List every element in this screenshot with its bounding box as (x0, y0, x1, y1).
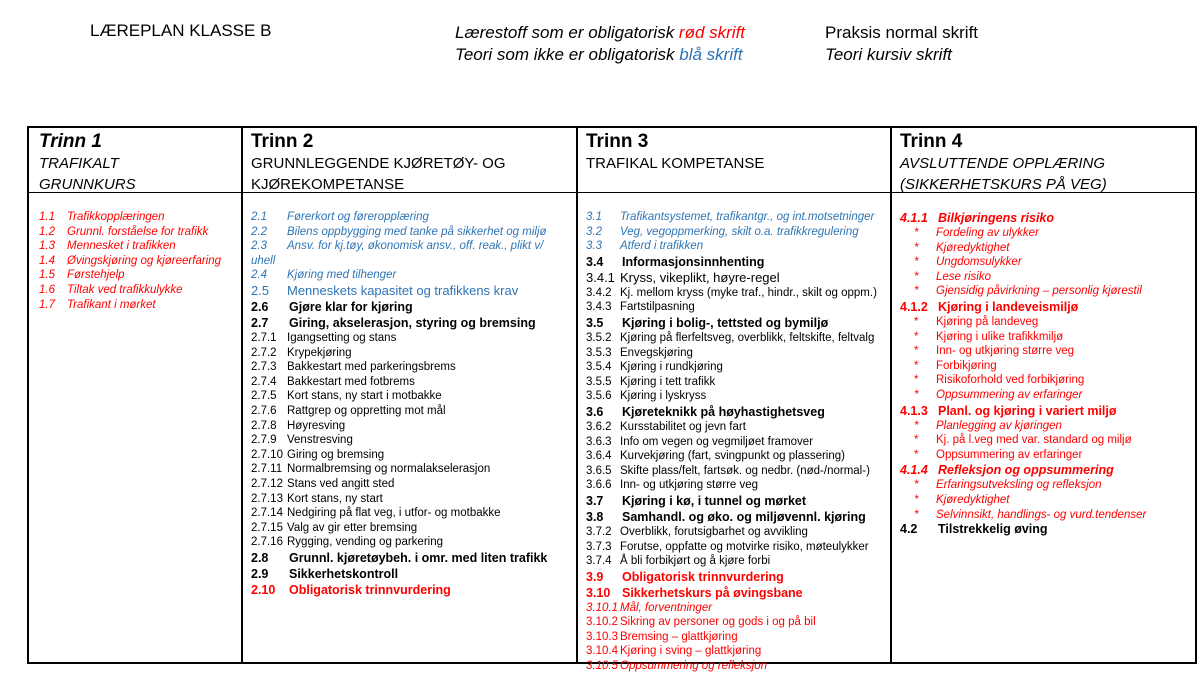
curriculum-item (251, 389, 574, 404)
item-number: 3.6.2 (586, 420, 612, 433)
curriculum-item (900, 433, 1193, 448)
legend-red-line (455, 22, 745, 44)
item-text: Bakkestart med parkeringsbrems (287, 361, 456, 374)
curriculum-item (251, 210, 574, 225)
item-number: 3.9 (586, 569, 604, 584)
curriculum-item (39, 283, 239, 298)
curriculum-item (586, 615, 888, 630)
curriculum-item (900, 448, 1193, 463)
item-number: * (914, 448, 919, 461)
curriculum-item (586, 509, 888, 525)
item-number: 3.7.3 (586, 540, 612, 553)
curriculum-item (586, 554, 888, 569)
column-header (586, 131, 886, 174)
item-number: 3.6.3 (586, 435, 612, 448)
item-text: Lese risiko (936, 270, 991, 283)
item-text: Grunnl. forståelse for trafikk (67, 225, 209, 238)
item-text: Bilkjøringens risiko (938, 211, 1055, 225)
legend-style (825, 22, 978, 66)
curriculum-item (586, 435, 888, 450)
item-text: uhell (251, 254, 276, 267)
item-number: 3.8 (586, 509, 604, 524)
item-text: Kj. mellom kryss (myke traf., hindr., skilt og oppm.) (620, 286, 877, 299)
item-number: 2.3 (251, 240, 267, 253)
item-number: 3.3 (586, 240, 602, 253)
item-number: 2.7.12 (251, 477, 283, 490)
item-text: Bakkestart med fotbrems (287, 375, 415, 388)
item-number: 2.8 (251, 550, 269, 565)
item-number: 2.7.16 (251, 536, 283, 549)
curriculum-item (251, 239, 574, 254)
legend-blue-line (455, 44, 745, 66)
item-number: 3.10.5 (586, 660, 618, 673)
item-number: 2.7.4 (251, 375, 277, 388)
item-number: 2.7.5 (251, 390, 277, 403)
item-text: Trafikant i mørket (67, 298, 156, 311)
item-text: Ansv. for kj.tøy, økonomisk ansv., off. reak., plikt v/ (287, 240, 544, 253)
curriculum-item (586, 478, 888, 493)
item-number: 4.1.2 (900, 299, 928, 314)
item-text: Overblikk, forutsigbarhet og avvikling (620, 525, 808, 538)
item-number: * (914, 315, 919, 328)
curriculum-item (251, 331, 574, 346)
curriculum-item (251, 535, 574, 550)
legend-blue-text: Teori som ikke er obligatorisk (455, 45, 680, 64)
item-text: Risikoforhold ved forbikjøring (936, 374, 1085, 387)
curriculum-item (900, 330, 1193, 345)
item-number: 2.5 (251, 282, 270, 298)
item-number: 2.1 (251, 211, 267, 223)
item-text: Kort stans, ny start i motbakke (287, 390, 442, 403)
item-text: Atferd i trafikken (620, 240, 704, 253)
item-number: 3.4 (586, 254, 604, 269)
item-number: * (914, 388, 919, 401)
column-items (39, 210, 239, 312)
item-number: 3.5.3 (586, 346, 612, 359)
item-number: 3.6.6 (586, 479, 612, 492)
item-text: Kjøredyktighet (936, 493, 1010, 506)
item-text: Mål, forventninger (620, 601, 713, 614)
curriculum-item (900, 210, 1193, 226)
item-number: 2.2 (251, 225, 267, 238)
item-number: 3.4.1 (586, 269, 615, 285)
item-number: 1.1 (39, 211, 55, 223)
curriculum-item (586, 525, 888, 540)
item-number: 2.10 (251, 582, 276, 597)
item-number: 3.10.4 (586, 645, 618, 658)
item-number: 3.10 (586, 585, 611, 600)
item-number: 3.6 (586, 404, 604, 419)
item-text: Erfaringsutveksling og refleksjon (936, 479, 1102, 492)
curriculum-item (251, 582, 574, 598)
item-number: 3.6.5 (586, 464, 612, 477)
legend-red-emph: rød skrift (678, 23, 746, 42)
item-text: Bremsing – glattkjøring (620, 630, 738, 643)
column-items (251, 210, 574, 598)
item-number: 2.7 (251, 315, 269, 330)
item-text: Krypekjøring (287, 346, 352, 359)
curriculum-item (39, 254, 239, 269)
item-text: Gjensidig påvirkning – personlig kjørestil (936, 285, 1142, 298)
item-text: Kjøring i ulike trafikkmiljø (936, 330, 1064, 343)
item-number: 2.7.9 (251, 434, 277, 447)
curriculum-item (586, 585, 888, 601)
curriculum-item (586, 331, 888, 346)
item-text: Sikkerhetskurs på øvingsbane (622, 585, 803, 600)
item-number: 4.2 (900, 522, 918, 537)
item-text: Tilstrekkelig øving (938, 522, 1048, 537)
item-number: 3.4.2 (586, 286, 612, 299)
item-number: 3.6.4 (586, 450, 612, 463)
curriculum-item (39, 268, 239, 283)
item-text: Førstehjelp (67, 269, 125, 282)
item-number: * (914, 270, 919, 283)
curriculum-item (586, 404, 888, 420)
column-subtitle: GRUNNKURS (39, 176, 136, 193)
item-text: Ungdomsulykker (936, 256, 1022, 269)
column-header (900, 131, 1191, 195)
curriculum-item (39, 239, 239, 254)
item-number: 2.7.2 (251, 346, 277, 359)
curriculum-item (900, 388, 1193, 403)
curriculum-item (900, 344, 1193, 359)
item-number: 2.7.13 (251, 492, 283, 505)
column-trinn-3 (576, 128, 890, 673)
curriculum-item (251, 521, 574, 536)
item-text: Info om vegen og vegmiljøet framover (620, 435, 814, 448)
curriculum-item (251, 225, 574, 240)
item-text: Refleksjon og oppsummering (938, 463, 1114, 478)
item-number: 2.7.11 (251, 463, 283, 476)
item-text: Venstresving (287, 434, 353, 447)
item-text: Kjøring i kø, i tunnel og mørket (622, 493, 807, 508)
item-number: 3.4.3 (586, 301, 612, 314)
curriculum-item (586, 569, 888, 585)
curriculum-item (39, 298, 239, 313)
curriculum-item (251, 360, 574, 375)
curriculum-item (900, 241, 1193, 256)
column-subtitle: AVSLUTTENDE OPPLÆRING (900, 155, 1106, 172)
curriculum-item (251, 550, 574, 566)
item-number: 3.1 (586, 211, 602, 223)
item-number: * (914, 479, 919, 492)
curriculum-item (251, 448, 574, 463)
item-text: Kjøring i sving – glattkjøring (620, 645, 762, 658)
item-text: Kjøring på flerfeltsveg, overblikk, feltskifte, feltvalg (620, 331, 875, 344)
item-text: Nedgiring på flat veg, i utfor- og motbakke (287, 507, 501, 520)
item-text: Kjøring i bolig-, tettsted og bymiljø (622, 315, 829, 330)
curriculum-item (586, 239, 888, 254)
item-number: 2.7.1 (251, 331, 277, 344)
item-number: * (914, 419, 919, 432)
item-text: Bilens oppbygging med tanke på sikkerhet og miljø (287, 225, 547, 238)
item-number: 2.7.8 (251, 419, 277, 432)
item-number: 4.1.4 (900, 463, 928, 478)
item-text: Kjøreteknikk på høyhastighetsveg (622, 404, 825, 419)
item-number: 2.7.14 (251, 507, 283, 520)
item-text: Rattgrep og oppretting mot mål (287, 404, 446, 417)
item-text: Høyresving (287, 419, 346, 432)
item-number: 4.1.1 (900, 211, 928, 225)
item-text: Oppsummering og refleksjon (620, 660, 768, 673)
item-number: 3.5.5 (586, 375, 612, 388)
item-number: 1.4 (39, 254, 55, 267)
column-subtitle: KJØREKOMPETANSE (251, 176, 405, 193)
item-text: Valg av gir etter bremsing (287, 521, 418, 534)
item-text: Kjøring med tilhenger (287, 269, 397, 282)
curriculum-item (251, 299, 574, 315)
item-text: Obligatorisk trinnvurdering (289, 582, 451, 597)
item-text: Kjøring i landeveismiljø (938, 299, 1079, 314)
column-trinn-1 (29, 128, 241, 662)
item-text: Forbikjøring (936, 359, 997, 372)
item-text: Envegskjøring (620, 346, 693, 359)
curriculum-item (586, 493, 888, 509)
item-text: Rygging, vending og parkering (287, 536, 443, 549)
item-text: Fordeling av ulykker (936, 227, 1039, 239)
item-text: Trafikkopplæringen (67, 211, 165, 223)
curriculum-item (251, 492, 574, 507)
curriculum-item (586, 210, 888, 225)
item-text: Øvingskjøring og kjøreerfaring (67, 254, 222, 267)
item-number: 2.4 (251, 269, 267, 282)
item-text: Planl. og kjøring i variert miljø (938, 403, 1117, 418)
item-text: Igangsetting og stans (287, 331, 397, 344)
curriculum-item (586, 449, 888, 464)
item-number: 1.2 (39, 225, 55, 238)
curriculum-item (900, 419, 1193, 434)
legend-red-text: Lærestoff som er obligatorisk (455, 23, 679, 42)
item-text: Giring, akselerasjon, styring og bremsing (289, 315, 536, 330)
curriculum-item (586, 389, 888, 404)
item-number: * (914, 285, 919, 298)
item-number: * (914, 374, 919, 387)
column-header (39, 131, 237, 195)
item-number: 2.6 (251, 299, 269, 314)
column-items (586, 210, 888, 674)
curriculum-item (586, 300, 888, 315)
item-number: 3.10.1 (586, 601, 618, 614)
item-text: Oppsummering av erfaringer (936, 448, 1083, 461)
item-number: * (914, 508, 919, 521)
item-number: * (914, 345, 919, 358)
item-number: 4.1.3 (900, 403, 928, 418)
item-text: Sikring av personer og gods i og på bil (620, 616, 816, 629)
item-text: Kjøredyktighet (936, 241, 1010, 254)
item-text: Planlegging av kjøringen (936, 419, 1062, 432)
item-text: Kjøring på landeveg (936, 315, 1039, 328)
item-number: 3.7.2 (586, 525, 612, 538)
curriculum-item (586, 630, 888, 645)
item-number: * (914, 330, 919, 343)
item-text: Fartstilpasning (620, 301, 695, 314)
curriculum-item (251, 419, 574, 434)
item-number: 3.5.6 (586, 390, 612, 403)
curriculum-item (900, 270, 1193, 285)
item-text: Giring og bremsing (287, 448, 385, 461)
curriculum-item (900, 403, 1193, 419)
curriculum-item (586, 270, 888, 286)
item-number: 3.7 (586, 493, 604, 508)
item-text: Tiltak ved trafikkulykke (67, 283, 183, 296)
item-text: Stans ved angitt sted (287, 477, 395, 490)
item-number: 3.5.4 (586, 361, 612, 374)
item-text: Oppsummering av erfaringer (936, 388, 1083, 401)
curriculum-item (251, 375, 574, 390)
item-number: 1.3 (39, 240, 55, 253)
curriculum-item (251, 566, 574, 582)
curriculum-item (586, 286, 888, 301)
item-number: 3.5 (586, 315, 604, 330)
column-trinn-4 (890, 128, 1195, 662)
curriculum-item (586, 601, 888, 616)
curriculum-item (251, 346, 574, 361)
item-number: 2.7.10 (251, 448, 283, 461)
item-text: Kjøring i lyskryss (620, 390, 707, 403)
curriculum-item (251, 462, 574, 477)
item-number: 2.9 (251, 566, 269, 581)
curriculum-item (586, 659, 888, 674)
curriculum-item (586, 225, 888, 240)
curriculum-item (900, 359, 1193, 374)
curriculum-item (39, 210, 239, 225)
item-text: Normalbremsing og normalakselerasjon (287, 463, 491, 476)
curriculum-item (251, 506, 574, 521)
curriculum-item (900, 493, 1193, 508)
item-text: Menneskets kapasitet og trafikkens krav (287, 282, 519, 298)
item-number: * (914, 359, 919, 372)
curriculum-item (586, 464, 888, 479)
column-subtitle: (SIKKERHETSKURS PÅ VEG) (900, 176, 1107, 193)
item-text: Kursstabilitet og jevn fart (620, 420, 746, 433)
legend-theory: Teori kursiv skrift (825, 45, 952, 64)
item-number: 3.10.2 (586, 616, 618, 629)
item-text: Inn- og utkjøring større veg (620, 479, 759, 492)
item-number: 1.6 (39, 283, 55, 296)
curriculum-item (900, 299, 1193, 315)
column-heading: Trinn 2 (251, 131, 314, 152)
item-text: Kjøring i rundkjøring (620, 361, 723, 374)
item-number: * (914, 241, 919, 254)
item-text: Gjøre klar for kjøring (289, 299, 413, 314)
item-text: Forutse, oppfatte og motvirke risiko, møteulykker (620, 540, 869, 553)
item-text: Kjøring i tett trafikk (620, 375, 716, 388)
item-number: 2.7.6 (251, 404, 277, 417)
item-number: 1.7 (39, 298, 55, 311)
item-number: 3.2 (586, 225, 602, 238)
item-text: Selvinnsikt, handlings- og vurd.tendenser (936, 508, 1147, 521)
column-items (900, 210, 1193, 538)
item-number: * (914, 227, 919, 239)
legend-color (455, 22, 745, 66)
curriculum-item (586, 644, 888, 659)
curriculum-item (900, 255, 1193, 270)
item-text: Kort stans, ny start (287, 492, 383, 505)
curriculum-item (900, 284, 1193, 299)
item-text: Obligatorisk trinnvurdering (622, 569, 784, 584)
column-heading: Trinn 4 (900, 131, 963, 152)
column-subtitle: TRAFIKALT (39, 155, 119, 172)
item-text: Førerkort og føreropplæring (287, 211, 429, 223)
curriculum-item (251, 315, 574, 331)
curriculum-item (251, 477, 574, 492)
item-number: 3.10.3 (586, 630, 618, 643)
item-number: * (914, 256, 919, 269)
curriculum-item (586, 254, 888, 270)
item-text: Grunnl. kjøretøybeh. i omr. med liten trafikk (289, 550, 548, 565)
curriculum-item (900, 226, 1193, 241)
item-text: Kryss, vikeplikt, høyre-regel (620, 269, 780, 285)
curriculum-item (251, 404, 574, 419)
item-number: 3.5.2 (586, 331, 612, 344)
curriculum-item (586, 315, 888, 331)
legend-practice: Praksis normal skrift (825, 23, 979, 42)
curriculum-item (586, 375, 888, 390)
item-number: * (914, 434, 919, 447)
curriculum-item (586, 420, 888, 435)
curriculum-item (900, 373, 1193, 388)
item-text: Veg, vegoppmerking, skilt o.a. trafikkregulering (620, 225, 859, 238)
item-text: Sikkerhetskontroll (289, 566, 399, 581)
column-heading: Trinn 1 (39, 131, 102, 152)
curriculum-item (251, 283, 574, 299)
item-text: Kj. på l.veg med var. standard og miljø (936, 434, 1132, 447)
curriculum-item (900, 478, 1193, 493)
item-number: 3.7.4 (586, 555, 612, 568)
curriculum-item (900, 462, 1193, 478)
curriculum-item (586, 540, 888, 555)
curriculum-item (251, 254, 574, 269)
curriculum-item (900, 315, 1193, 330)
column-subtitle: GRUNNLEGGENDE KJØRETØY- OG (251, 155, 506, 172)
item-text: Kurvekjøring (fart, svingpunkt og plassering) (620, 450, 845, 463)
legend-blue-emph: blå skrift (679, 45, 743, 64)
curriculum-item (586, 360, 888, 375)
curriculum-item (39, 225, 239, 240)
item-text: Trafikantsystemet, trafikantgr., og int.motsetninger (620, 211, 875, 223)
curriculum-table (27, 126, 1197, 673)
curriculum-item (251, 268, 574, 283)
item-text: Skifte plass/felt, fartsøk. og nedbr. (nød-/normal-) (620, 464, 870, 477)
item-number: * (914, 493, 919, 506)
column-header (251, 131, 572, 195)
item-text: Mennesket i trafikken (67, 240, 176, 253)
item-text: Inn- og utkjøring større veg (936, 345, 1075, 358)
item-number: 2.7.15 (251, 521, 283, 534)
column-trinn-2 (241, 128, 576, 662)
curriculum-item (900, 522, 1193, 538)
curriculum-item (251, 433, 574, 448)
curriculum-item (586, 346, 888, 361)
curriculum-item (900, 508, 1193, 523)
item-number: 2.7.3 (251, 361, 277, 374)
page-title: LÆREPLAN KLASSE B (90, 21, 272, 40)
item-number: 1.5 (39, 269, 55, 282)
item-text: Å bli forbikjørt og å kjøre forbi (620, 555, 771, 568)
item-text: Informasjonsinnhenting (622, 254, 765, 269)
item-text: Samhandl. og øko. og miljøvennl. kjøring (622, 509, 866, 524)
column-subtitle: TRAFIKAL KOMPETANSE (586, 155, 765, 172)
column-heading: Trinn 3 (586, 131, 649, 152)
